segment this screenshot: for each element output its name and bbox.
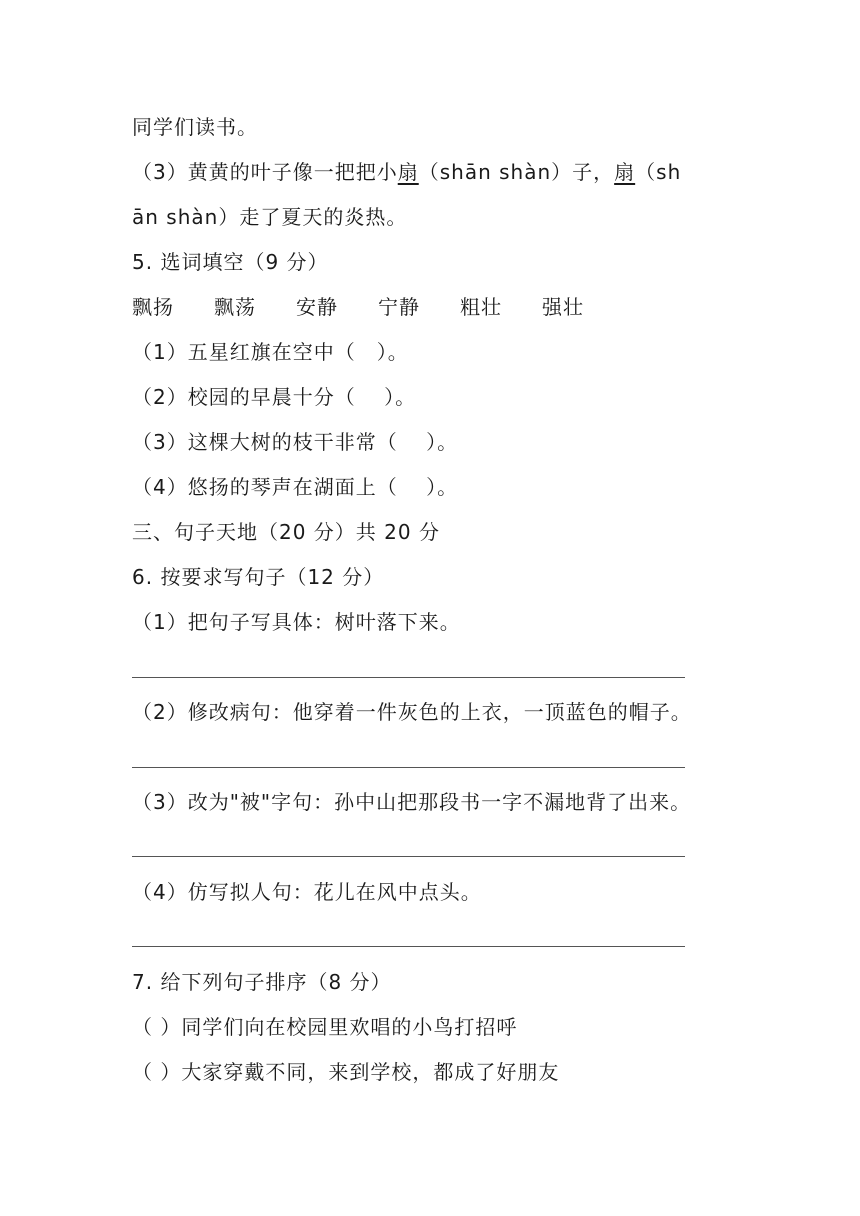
q5-item-2: （2）校园的早晨十分（ ）。: [132, 385, 417, 409]
q6-item-3: （3）改为"被"字句：孙中山把那段书一字不漏地背了出来。: [132, 790, 692, 814]
q4-item-3-part-b: （shān shàn）子，: [418, 160, 615, 184]
q4-item-3-line-1: [132, 158, 681, 186]
q6-answer-line-4[interactable]: [132, 946, 685, 947]
q4-item-3-fan-underlined-1: 扇: [397, 160, 419, 184]
q5-word-2: 飘荡: [214, 295, 256, 319]
q5-word-4: 宁静: [378, 295, 420, 319]
q7-title: 7. 给下列句子排序（8 分）: [132, 970, 392, 994]
q7-item-2: （ ）大家穿戴不同，来到学校，都成了好朋友: [132, 1060, 560, 1084]
section-3-title: 三、句子天地（20 分）共 20 分: [132, 520, 440, 544]
q5-word-6: 强壮: [542, 295, 584, 319]
q6-item-1: （1）把句子写具体：树叶落下来。: [132, 610, 461, 634]
q5-word-3: 安静: [296, 295, 338, 319]
q6-item-4: （4）仿写拟人句：花儿在风中点头。: [132, 880, 482, 904]
q7-item-1: （ ）同学们向在校园里欢唱的小鸟打招呼: [132, 1015, 518, 1039]
q5-item-3: （3）这棵大树的枝干非常（ ）。: [132, 430, 459, 454]
q4-item-3-fan-underlined-2: 扇: [614, 160, 636, 184]
q5-title: 5. 选词填空（9 分）: [132, 250, 329, 274]
q5-item-1: （1）五星红旗在空中（ ）。: [132, 340, 409, 364]
q6-answer-line-1[interactable]: [132, 677, 685, 678]
q6-answer-line-2[interactable]: [132, 767, 685, 768]
q6-answer-line-3[interactable]: [132, 856, 685, 857]
q5-word-bank: [132, 293, 624, 321]
q5-item-4: （4）悠扬的琴声在湖面上（ ）。: [132, 475, 459, 499]
q5-word-5: 粗壮: [460, 295, 502, 319]
q6-item-2: （2）修改病句：他穿着一件灰色的上衣，一顶蓝色的帽子。: [132, 700, 692, 724]
q6-title: 6. 按要求写句子（12 分）: [132, 565, 385, 589]
q4-tail-text: 同学们读书。: [132, 115, 258, 139]
q4-item-3-line-2: ān shàn）走了夏天的炎热。: [132, 205, 408, 229]
q4-item-3-part-a: （3）黄黄的叶子像一把把小: [132, 160, 398, 184]
q4-item-3-part-c: （sh: [635, 160, 682, 184]
q5-word-1: 飘扬: [132, 295, 174, 319]
